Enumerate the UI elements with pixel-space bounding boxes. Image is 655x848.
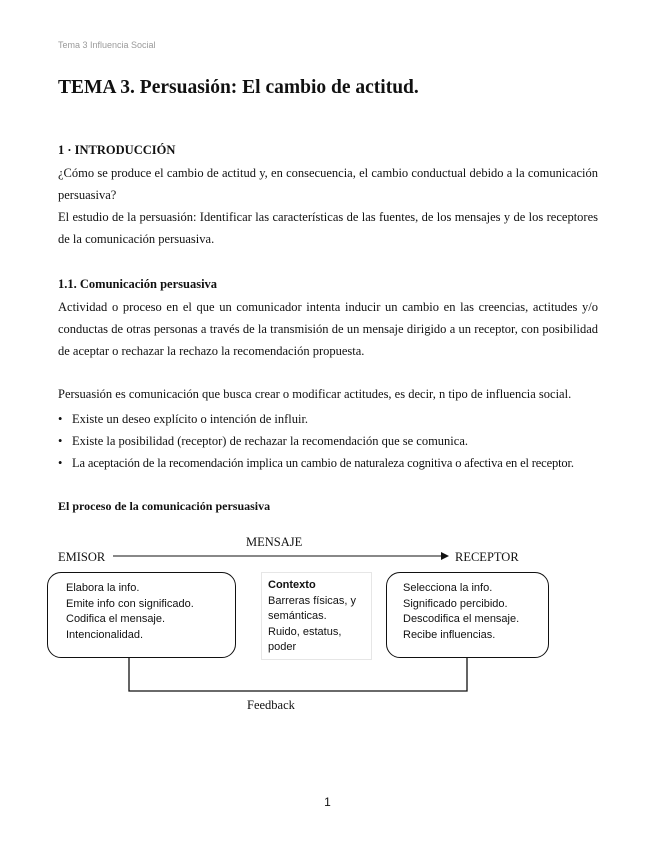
bullet-icon: • (58, 412, 63, 426)
page-title: TEMA 3. Persuasión: El cambio de actitud. (58, 77, 419, 98)
mensaje-label: MENSAJE (246, 535, 303, 549)
list-item-text: Existe un deseo explícito o intención de influir. (72, 412, 309, 426)
emisor-box-line: Emite info con significado. (66, 597, 194, 610)
contexto-box (261, 572, 372, 660)
feedback-label: Feedback (247, 698, 295, 712)
page-number: 1 (324, 795, 331, 809)
process-heading: El proceso de la comunicación persuasiva (58, 499, 271, 513)
list-item (58, 408, 574, 430)
list-item (58, 430, 574, 452)
emisor-box-line: Codifica el mensaje. (66, 613, 166, 625)
contexto-line: semánticas. (268, 610, 327, 622)
bullet-icon: • (58, 456, 63, 470)
emisor-box-line: Elabora la info. (66, 582, 140, 594)
contexto-title: Contexto (268, 579, 316, 591)
receptor-box-line: Recibe influencias. (403, 628, 496, 641)
list-item (58, 452, 574, 474)
contexto-line: Ruido, estatus, (268, 625, 342, 638)
list-item-text: Existe la posibilidad (receptor) de rechazar la recomendación que se comunica. (72, 434, 468, 448)
intro-question-paragraph: ¿Cómo se produce el cambio de actitud y, en consecuencia, el cambio conductual debido a la comunicación persuasiva? (58, 166, 598, 202)
receptor-box-line: Selecciona la info. (403, 582, 493, 594)
section-heading-introduccion: 1 · INTRODUCCIÓN (58, 143, 176, 157)
list-item-text: La aceptación de la recomendación implica un cambio de naturaleza cognitiva o afectiva en el receptor. (72, 456, 574, 470)
receptor-box-line: Descodifica el mensaje. (403, 613, 520, 625)
running-header: Tema 3 Influencia Social (58, 40, 156, 50)
receptor-label: RECEPTOR (455, 550, 519, 564)
emisor-box-line: Intencionalidad. (66, 628, 144, 641)
characteristics-list (58, 408, 574, 474)
emisor-box (47, 572, 236, 658)
persuasion-line: Persuasión es comunicación que busca crear o modificar actitudes, es decir, n tipo de influencia social. (58, 387, 572, 401)
bullet-icon: • (58, 434, 63, 448)
section-heading-comunicacion: 1.1. Comunicación persuasiva (58, 277, 218, 291)
receptor-box-line: Significado percibido. (403, 597, 508, 610)
definition-paragraph: Actividad o proceso en el que un comunicador intenta inducir un cambio en las creencias, actitudes y/o conductas de otras personas a través de la transmisión de un mensaje dirigido a un receptor, con posibilidad de aceptar o rechazar la rechazo la recomendación propuesta. (58, 300, 598, 358)
intro-study-paragraph: El estudio de la persuasión: Identificar las características de las fuentes, de los mensajes y de los receptores de la comunicación persuasiva. (58, 210, 598, 246)
emisor-label: EMISOR (58, 550, 106, 564)
receptor-box (386, 572, 549, 658)
contexto-line: poder (268, 641, 297, 653)
contexto-line: Barreras físicas, y (268, 594, 357, 607)
